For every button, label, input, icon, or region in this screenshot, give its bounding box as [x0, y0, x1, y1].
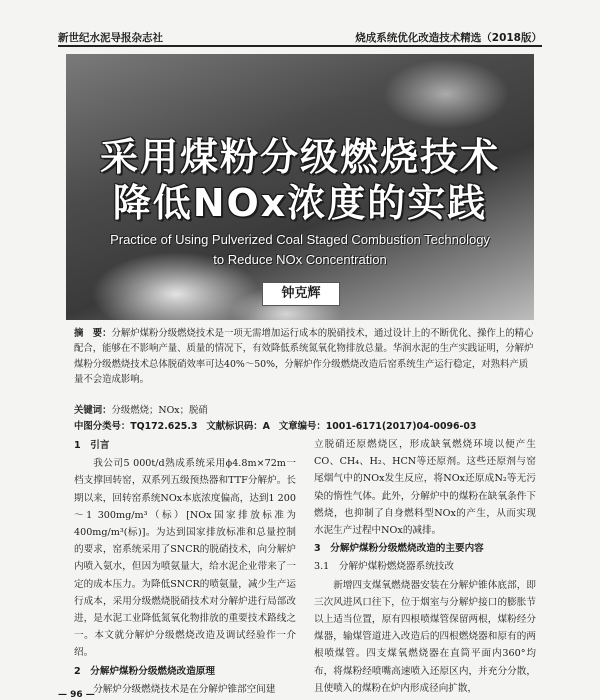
section-1-heading: 1 引言 [74, 440, 110, 451]
collection-title: 烧成系统优化改造技术精选（2018版） [355, 32, 542, 44]
article-id-value: 1001-6171(2017)04-0096-03 [325, 421, 477, 432]
left-column [74, 436, 296, 698]
title-line-1: 采用煤粉分级燃烧技术 [99, 135, 500, 179]
doc-code-value: A [262, 421, 270, 432]
doc-code-label: 文献标识码： [206, 421, 263, 432]
page-number: — 96 — [58, 690, 95, 700]
article-metadata [74, 403, 476, 435]
title-line-2: 降低NOx浓度的实践 [112, 181, 488, 225]
header-rule [58, 45, 542, 47]
keywords-line [74, 403, 476, 419]
abstract [74, 326, 534, 387]
abstract-label: 摘 要： [74, 328, 112, 339]
english-title-line-2: to Reduce NOx Concentration [213, 252, 387, 267]
article-id-label: 文章编号： [278, 421, 326, 432]
running-header [58, 30, 542, 44]
clc-label: 中图分类号： [74, 421, 131, 432]
subsection-3-1-paragraph: 新增四支煤氧燃烧器安装在分解炉锥体底部，即三次风进风口往下，位于烟室与分解炉接口的膨胀节以上适当位置，原有四根喷煤管保留两根，煤粉经分煤器，输煤管道进入改造后的四根燃烧器和原有的两根喷煤管。四支煤氧燃烧器在直筒平面内360°均布，将煤粉经喷嘴高速喷入还原区内，并充分分散，且使喷入的煤粉在炉内形成径向扩散， [314, 579, 536, 694]
author-name: 钟克辉 [262, 282, 340, 306]
abstract-text: 分解炉煤粉分级燃烧技术是一项无需增加运行成本的脱硝技术，通过设计上的不断优化、操作上的精心配合，能够在不影响产量、质量的情况下，有效降低系统氮氧化物排放总量。华润水泥的生产实践证明，分解炉煤粉分级燃烧技术总体脱硝效率可达40%～50%，分解炉作分级燃烧改造后窑系统生产运行稳定，对熟料产质量不会造成影响。 [74, 328, 534, 385]
right-column [314, 436, 536, 697]
journal-name: 新世纪水泥导报杂志社 [58, 32, 163, 44]
section-1-paragraph: 我公司5 000t/d熟成系统采用ϕ4.8m×72m一档支撑回转窑，双系列五级预热器和TTF分解炉。长期以来，回转窑系统NOx本底浓度偏高，达到1 200～1 300mg/m³（标）[NOx国家排放标准为400mg/m³(标)]。为达到国家排放标准和总量控制的要求，窑系统采用了SNCR的脱硝技术，向分解炉内喷入氨水，但因为喷氨量大，给水泥企业带来了一定的成本压力。为降低SNCR的喷氨量，减少生产运行成本，采用分级燃烧脱硝技术对分解炉进行局部改进，是水泥工业降低氮氧化物排放的重要技术路线之一。本文就分解炉分级燃烧改造及调试经验作一介绍。 [74, 458, 296, 659]
classification-line [74, 419, 476, 435]
keywords-label: 关键词： [74, 405, 112, 416]
english-title-line-1: Practice of Using Pulverized Coal Staged Combustion Technology [110, 232, 490, 247]
section-2-heading: 2 分解炉煤粉分级燃烧改造原理 [74, 665, 215, 677]
section-2-paragraph: 分解炉分级燃烧技术是在分解炉锥部空间建 [93, 683, 276, 695]
section-3-heading: 3 分解炉煤粉分级燃烧改造的主要内容 [314, 543, 484, 555]
section-2-continuation: 立脱硝还原燃烧区，形成缺氧燃烧环境以便产生CO、CH₄、H₂、HCN等还原剂。这些还原剂与窑尾烟气中的NOx发生反应，将NOx还原成N₂等无污染的惰性气体。此外，分解炉中的煤粉在缺氧条件下燃烧，也抑制了自身燃料型NOx的产生，从而实现水泥生产过程中NOx的减排。 [314, 439, 536, 537]
clc-value: TQ172.625.3 [130, 421, 198, 432]
keywords-value: 分级燃烧；NOx；脱硝 [111, 405, 208, 416]
title-banner [66, 54, 534, 320]
subsection-3-1-heading: 3.1 分解炉煤粉燃烧器系统技改 [314, 561, 454, 573]
